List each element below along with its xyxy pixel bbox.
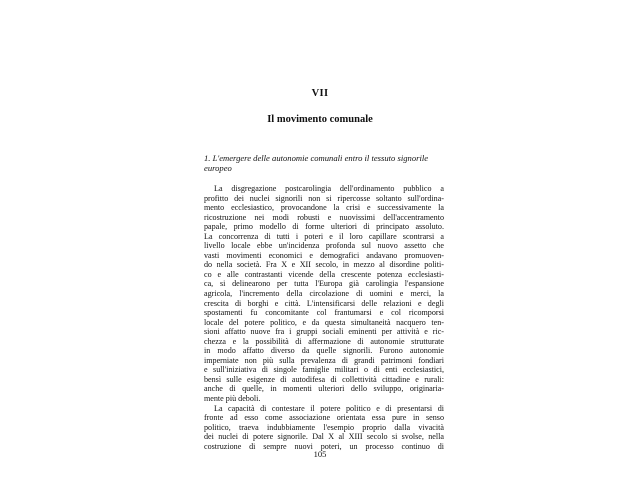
body-text-line: do nella società. Fra X e XII secolo, in mezzo al disordine politi- bbox=[204, 260, 444, 270]
body-text-line: dei nuclei di potere signorile. Dal X al XIII secolo si svolse, nella bbox=[204, 432, 444, 442]
body-text-line: La concorrenza di tutti i poteri e il loro capillare scontrarsi a bbox=[204, 231, 444, 241]
body-text-line: in modo affatto diverso da quelle signorili. Furono autonomie bbox=[204, 346, 444, 356]
body-text-line: locale del potere politico, e da questa simultaneità nacquero ten- bbox=[204, 317, 444, 327]
body-text-line: spostamenti fu concomitante col frantumarsi e col ricomporsi bbox=[204, 308, 444, 318]
body-text-line: bensì sulle esigenze di autodifesa di collettività cittadine e rurali: bbox=[204, 374, 444, 384]
body-text-line: mente più deboli. bbox=[204, 394, 261, 404]
body-text-line: ca, si delinearono per tutta l'Europa già carolingia l'espansione bbox=[204, 279, 444, 289]
section-heading-line: europeo bbox=[204, 163, 232, 173]
section-heading-line: 1. L'emergere delle autonomie comunali entro il tessuto signorile bbox=[204, 153, 429, 163]
body-text-line: anche di quelle, in momenti ulteriori dello sviluppo, originaria- bbox=[204, 384, 444, 394]
body-text-line: sioni affatto nuove fra i gruppi sociali eminenti per attività e ric- bbox=[204, 327, 444, 337]
body-text-line: mento ecclesiastico, provocandone la crisi e successivamente la bbox=[204, 203, 444, 213]
body-text-line: chezza e la possibilità di affermazione di autonomie strutturate bbox=[204, 336, 444, 346]
body-text-line: costruzione di sempre nuovi poteri, un processo continuo di bbox=[204, 441, 444, 451]
body-text-line: crescita di borghi e città. L'intensificarsi delle relazioni e degli bbox=[204, 298, 444, 308]
body-text-line: ricostruzione nei modi robusti e nuovissimi dell'accentramento bbox=[204, 212, 444, 222]
body-text-line: agricola, l'incremento della circolazione di uomini e merci, la bbox=[204, 289, 444, 299]
body-text-line: La capacità di contestare il potere politico e di presentarsi di bbox=[214, 403, 444, 413]
chapter-number: VII bbox=[311, 88, 329, 99]
body-text-line: e sull'iniziativa di singole famiglie militari o di enti ecclesiastici, bbox=[204, 365, 444, 375]
body-text-line: La disgregazione postcarolingia dell'ordinamento pubblico a bbox=[214, 184, 444, 193]
body-text-line: papale, primo modello di forme ulteriori di principato assoluto. bbox=[204, 222, 444, 232]
body-text-line: livello locale ebbe un'incidenza profonda sul nuovo assetto che bbox=[204, 241, 444, 251]
body-text-line: politico, traeva indubbiamente l'esempio proprio dalla vivacità bbox=[204, 422, 444, 432]
body-text-line: profitto dei nuclei signorili non si ripercosse soltanto sull'ordina- bbox=[204, 193, 444, 203]
body-text-line: vasti movimenti economici e demografici andavano promuoven- bbox=[204, 250, 444, 260]
body-text-line: co e alle contrastanti vicende della crescente potenza ecclesiasti- bbox=[204, 269, 444, 279]
body-text-line: fronte ad esso come associazione orientata essa pure in senso bbox=[204, 413, 444, 423]
chapter-title: Il movimento comunale bbox=[267, 114, 373, 125]
body-text-line: imperniate non più sulla prevalenza di grandi patrimoni fondiari bbox=[204, 355, 444, 365]
page-number: 105 bbox=[313, 449, 327, 459]
section-heading bbox=[204, 153, 450, 173]
body-text bbox=[204, 184, 444, 451]
